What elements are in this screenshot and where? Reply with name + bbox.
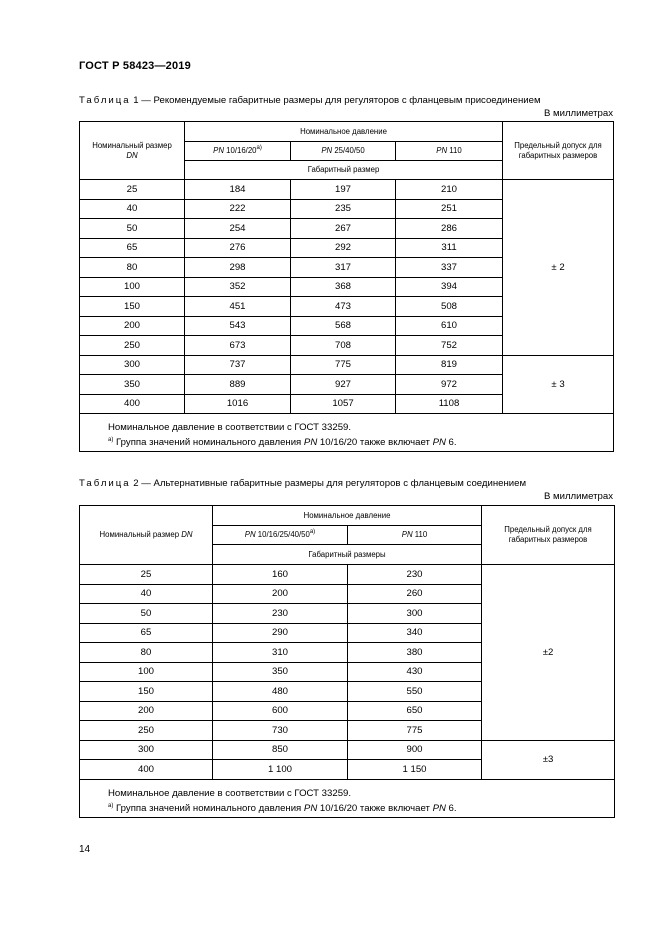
table1-footnote-pn: PN — [432, 437, 446, 448]
cell-dn: 25 — [80, 565, 213, 585]
cell-pn-110: 508 — [396, 297, 503, 317]
cell-dn: 80 — [80, 643, 213, 663]
table2-notes-row — [80, 779, 615, 817]
cell-tolerance: ± 2 — [503, 180, 614, 356]
cell-pn-10-16-20: 673 — [185, 336, 291, 356]
table1-header-nominal-pressure: Номинальное давление — [185, 122, 503, 142]
table1-footnote-text: 10/16/20 также включает — [317, 437, 433, 448]
cell-pn-10-16-20: 543 — [185, 316, 291, 336]
cell-dn: 150 — [80, 297, 185, 317]
table2-footnote-text: 6. — [445, 802, 457, 814]
table2-footnote-mark: a) — [108, 802, 114, 809]
cell-pn-10-16-20: 254 — [185, 219, 291, 239]
cell-pn-10-16-20: 184 — [185, 180, 291, 200]
cell-pn-25-40-50: 368 — [291, 277, 396, 297]
cell-tolerance: ± 3 — [503, 355, 614, 414]
table2-header-dimension: Габаритный размеры — [213, 545, 482, 565]
cell-dn: 300 — [80, 355, 185, 375]
cell-pn-110: 286 — [396, 219, 503, 239]
cell-tolerance: ±2 — [482, 565, 615, 741]
table1-note-text: Номинальное давление в соответствии с ГОСТ 33259. — [108, 422, 352, 433]
cell-pn-110: 900 — [348, 740, 482, 760]
cell-pn-10-16-25-40-50: 730 — [213, 721, 348, 741]
cell-pn-10-16-20: 451 — [185, 297, 291, 317]
table2-caption-label: Таблица — [79, 478, 131, 489]
cell-dn: 300 — [80, 740, 213, 760]
cell-dn: 350 — [80, 375, 185, 395]
table2-note-text: Номинальное давление в соответствии с ГОСТ 33259. — [108, 787, 352, 799]
table2-footnote-text: Группа значений номинального давления — [113, 802, 304, 814]
table1-caption-label: Таблица — [79, 95, 131, 106]
cell-tolerance: ±3 — [482, 740, 615, 779]
table-row — [80, 355, 614, 375]
cell-dn: 400 — [80, 760, 213, 780]
cell-dn: 40 — [80, 584, 213, 604]
table1-notes-row — [80, 414, 614, 452]
cell-pn-110: 430 — [348, 662, 482, 682]
cell-pn-25-40-50: 708 — [291, 336, 396, 356]
table1-footnote-text: Группа значений номинального давления — [113, 437, 304, 448]
table1-header-pn2: PN 25/40/50 — [291, 142, 396, 161]
cell-pn-110: 260 — [348, 584, 482, 604]
table-row — [80, 740, 615, 760]
table1-header-pn1: PN 10/16/20$^{a)}$ — [185, 142, 291, 161]
cell-pn-110: 210 — [396, 180, 503, 200]
cell-pn-110: 819 — [396, 355, 503, 375]
table1-caption — [79, 95, 541, 106]
table2-header-dn: Номинальный размер DN — [80, 506, 213, 565]
table2-footnote-text: 10/16/20 также включает — [317, 802, 433, 814]
table-row — [80, 565, 615, 585]
table2-header-pn1: PN 10/16/25/40/50$^{a)}$ — [213, 526, 348, 545]
table1-footnote-pn: PN — [303, 437, 318, 448]
cell-pn-10-16-20: 298 — [185, 258, 291, 278]
cell-pn-110: 380 — [348, 643, 482, 663]
cell-pn-110: 775 — [348, 721, 482, 741]
cell-pn-110: 1108 — [396, 394, 503, 414]
cell-pn-10-16-20: 1016 — [185, 394, 291, 414]
cell-pn-10-16-25-40-50: 290 — [213, 623, 348, 643]
table1-header-pn3: PN 110 — [396, 142, 503, 161]
cell-pn-10-16-20: 889 — [185, 375, 291, 395]
page-number: 14 — [79, 844, 91, 855]
table2-header-tolerance: Предельный допуск для габаритных размеров — [482, 506, 615, 565]
cell-pn-110: 311 — [396, 238, 503, 258]
cell-pn-25-40-50: 235 — [291, 199, 396, 219]
cell-pn-110: 610 — [396, 316, 503, 336]
cell-dn: 200 — [80, 701, 213, 721]
cell-dn: 65 — [80, 623, 213, 643]
cell-pn-110: 300 — [348, 604, 482, 624]
cell-pn-25-40-50: 292 — [291, 238, 396, 258]
cell-pn-10-16-20: 737 — [185, 355, 291, 375]
cell-pn-110: 340 — [348, 623, 482, 643]
table1-header-dimension: Габаритный размер — [185, 161, 503, 180]
cell-dn: 400 — [80, 394, 185, 414]
cell-pn-10-16-20: 276 — [185, 238, 291, 258]
cell-pn-110: 230 — [348, 565, 482, 585]
cell-dn: 250 — [80, 336, 185, 356]
cell-dn: 100 — [80, 277, 185, 297]
cell-pn-110: 650 — [348, 701, 482, 721]
cell-pn-25-40-50: 473 — [291, 297, 396, 317]
cell-pn-25-40-50: 1057 — [291, 394, 396, 414]
table1-header-tolerance: Предельный допуск для габаритных размеров — [503, 122, 614, 180]
cell-pn-25-40-50: 317 — [291, 258, 396, 278]
table-row — [80, 180, 614, 200]
table1-footnote-text: 6. — [445, 437, 457, 448]
table1-caption-text: 1 — Рекомендуемые габаритные размеры для регуляторов с фланцевым присоединением — [130, 95, 541, 106]
cell-pn-110: 752 — [396, 336, 503, 356]
table2-header-nominal-pressure: Номинальное давление — [213, 506, 482, 526]
cell-pn-25-40-50: 197 — [291, 180, 396, 200]
table1-notes — [80, 414, 614, 452]
cell-dn: 250 — [80, 721, 213, 741]
table2 — [79, 505, 615, 818]
cell-pn-25-40-50: 568 — [291, 316, 396, 336]
cell-pn-110: 394 — [396, 277, 503, 297]
cell-pn-10-16-25-40-50: 310 — [213, 643, 348, 663]
table1 — [79, 121, 614, 452]
cell-dn: 50 — [80, 604, 213, 624]
cell-pn-10-16-25-40-50: 350 — [213, 662, 348, 682]
table2-footnote-pn: PN — [303, 802, 318, 814]
table2-caption-text: 2 — Альтернативные габаритные размеры для регуляторов с фланцевым соединением — [130, 478, 527, 489]
table1-footnote-mark: a) — [108, 437, 114, 443]
cell-pn-10-16-25-40-50: 160 — [213, 565, 348, 585]
table2-caption — [79, 478, 526, 489]
cell-pn-110: 550 — [348, 682, 482, 702]
cell-pn-110: 972 — [396, 375, 503, 395]
cell-dn: 40 — [80, 199, 185, 219]
cell-pn-10-16-25-40-50: 480 — [213, 682, 348, 702]
cell-pn-25-40-50: 927 — [291, 375, 396, 395]
cell-dn: 65 — [80, 238, 185, 258]
cell-dn: 150 — [80, 682, 213, 702]
document-standard-number: ГОСТ Р 58423—2019 — [79, 60, 191, 72]
cell-pn-10-16-25-40-50: 1 100 — [213, 760, 348, 780]
cell-pn-110: 251 — [396, 199, 503, 219]
table1-header-dn: Номинальный размер DN — [80, 122, 185, 180]
cell-pn-110: 337 — [396, 258, 503, 278]
cell-dn: 25 — [80, 180, 185, 200]
table2-units: В миллиметрах — [543, 491, 613, 502]
cell-dn: 50 — [80, 219, 185, 239]
cell-pn-25-40-50: 267 — [291, 219, 396, 239]
cell-pn-10-16-25-40-50: 230 — [213, 604, 348, 624]
cell-pn-10-16-20: 222 — [185, 199, 291, 219]
cell-pn-110: 1 150 — [348, 760, 482, 780]
table2-header-pn2: PN 110 — [348, 526, 482, 545]
cell-pn-10-16-25-40-50: 850 — [213, 740, 348, 760]
table1-units: В миллиметрах — [543, 108, 613, 119]
cell-dn: 200 — [80, 316, 185, 336]
cell-pn-25-40-50: 775 — [291, 355, 396, 375]
cell-pn-10-16-20: 352 — [185, 277, 291, 297]
cell-pn-10-16-25-40-50: 600 — [213, 701, 348, 721]
cell-pn-10-16-25-40-50: 200 — [213, 584, 348, 604]
cell-dn: 100 — [80, 662, 213, 682]
table2-footnote-pn: PN — [432, 802, 446, 814]
table2-notes — [80, 779, 615, 817]
cell-dn: 80 — [80, 258, 185, 278]
